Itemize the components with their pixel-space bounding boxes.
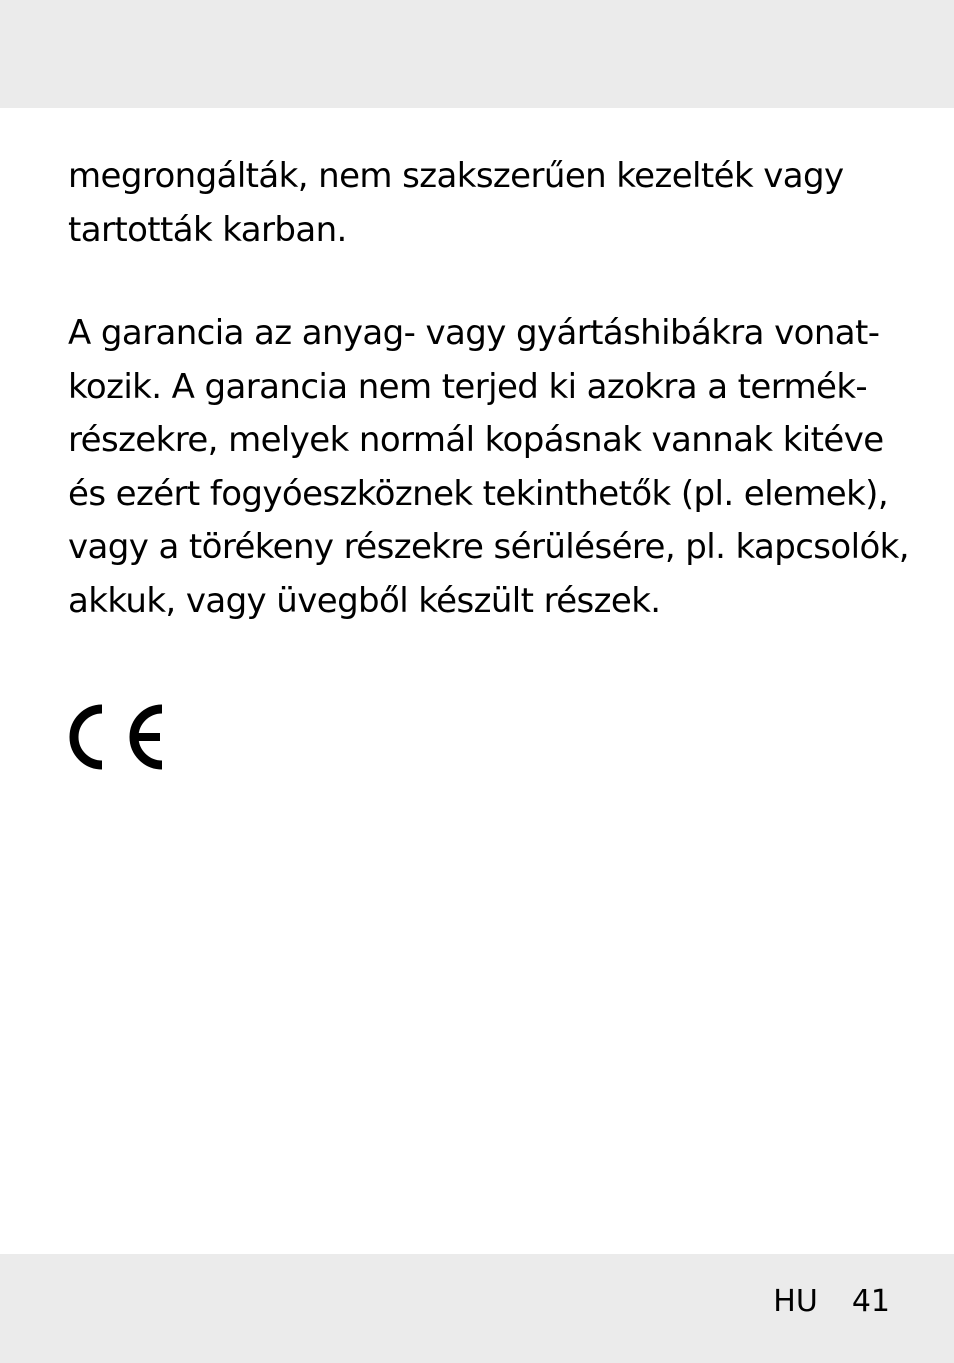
- header-band: [0, 0, 954, 108]
- text-line: tartották karban.: [68, 209, 347, 250]
- body-text: [68, 150, 909, 628]
- text-line: akkuk, vagy üvegből készült részek.: [68, 580, 661, 621]
- warranty-paragraph-2: [68, 307, 909, 628]
- page-footer: [773, 1282, 890, 1322]
- text-line: kozik. A garancia nem terjed ki azokra a termék-: [68, 366, 868, 407]
- text-line: megrongálták, nem szakszerűen kezelték vagy: [68, 156, 844, 196]
- language-code: HU: [773, 1284, 818, 1319]
- text-line: vagy a törékeny részekre sérülésére, pl. kapcsolók,: [68, 527, 909, 567]
- warranty-paragraph-1: [68, 150, 898, 257]
- text-line: részekre, melyek normál kopásnak vannak kitéve: [68, 420, 884, 460]
- ce-mark-icon: [68, 703, 164, 771]
- text-line: és ezért fogyóeszköznek tekinthetők (pl. elemek),: [68, 473, 889, 514]
- text-line: A garancia az anyag- vagy gyártáshibákra vonat-: [68, 313, 880, 353]
- page-number: 41: [851, 1284, 890, 1319]
